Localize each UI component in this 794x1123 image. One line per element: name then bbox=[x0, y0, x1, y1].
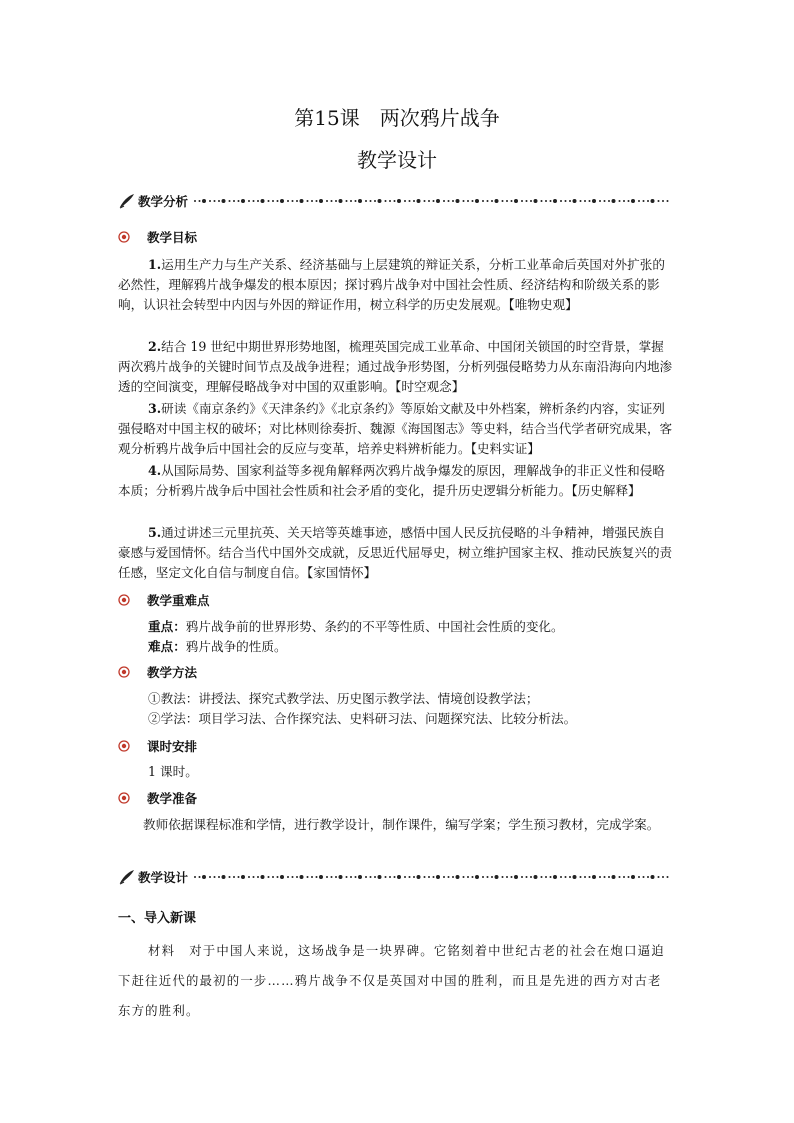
focus-line bbox=[148, 617, 564, 637]
lesson-subtitle: 教学设计 bbox=[357, 148, 437, 172]
objective-item-3 bbox=[118, 399, 674, 459]
pen-icon bbox=[118, 192, 136, 210]
objective-number: 2. bbox=[148, 339, 162, 354]
objective-text: 通过讲述三元里抗英、关天培等英雄事迹，感悟中国人民反抗侵略的斗争精神，增强民族自豪感与爱国情怀。结合当代中国外交成就，反思近代屈辱史，树立维护国家主权、推动民族复兴的责任感，坚定文化自信与制度自信。 bbox=[118, 525, 673, 580]
objective-text: 研读《南京条约》《天津条约》《北京条约》等原始文献及中外档案，辨析条约内容，实证列强侵略对中国主权的破坏；对比林则徐奏折、魏源《海国图志》等史料，结合当代学者研究成果，客观分析鸦片战争后中国社会的反应与变革，培养史料辨析能力。 bbox=[118, 401, 673, 456]
target-bullet-icon bbox=[118, 666, 130, 678]
preparation-heading-text: 教学准备 bbox=[147, 791, 198, 806]
schedule-text: 1 课时。 bbox=[148, 764, 198, 779]
learning-method-line: ②学法：项目学习法、合作探究法、史料研习法、问题探究法、比较分析法。 bbox=[148, 711, 577, 726]
schedule-heading-text: 课时安排 bbox=[147, 739, 198, 754]
objective-item-4 bbox=[118, 461, 674, 501]
objective-text: 运用生产力与生产关系、经济基础与上层建筑的辩证关系，分析工业革命后英国对外扩张的必然性，理解鸦片战争爆发的根本原因；探讨鸦片战争对中国社会性质、经济结构和阶级关系的影响，认识社会转型中内因与外因的辩证作用，树立科学的历史发展观。 bbox=[118, 257, 665, 312]
lesson-title: 第15课 两次鸦片战争 bbox=[294, 106, 500, 130]
material-paragraph bbox=[118, 936, 674, 1026]
section-label-analysis: 教学分析 bbox=[138, 194, 189, 209]
dotted-divider bbox=[192, 196, 674, 206]
section-label-design: 教学设计 bbox=[138, 870, 189, 885]
objectives-heading bbox=[118, 227, 197, 247]
target-bullet-icon bbox=[118, 792, 130, 804]
dotted-divider bbox=[192, 872, 674, 882]
difficulty-label: 难点： bbox=[148, 639, 186, 654]
section-bar-analysis bbox=[118, 191, 674, 211]
schedule-heading bbox=[118, 736, 197, 756]
difficulty-line bbox=[148, 637, 287, 657]
objective-tag: 【唯物史观】 bbox=[508, 297, 578, 312]
objective-tag: 【家国情怀】 bbox=[306, 565, 377, 580]
material-label: 材料 bbox=[148, 943, 176, 958]
focus-label: 重点： bbox=[148, 619, 186, 634]
objective-number: 1. bbox=[148, 257, 162, 272]
intro-heading: 一、导入新课 bbox=[118, 911, 197, 926]
objective-number: 5. bbox=[148, 525, 162, 540]
objective-tag: 【史料实证】 bbox=[470, 441, 540, 456]
objective-text: 结合 19 世纪中期世界形势地图，梳理英国完成工业革命、中国闭关锁国的时空背景，掌握两次鸦片战争的关键时间节点及战争进程；通过战争形势图，分析列强侵略势力从东南沿海向内地渗透的空间演变，理解侵略战争对中国的双重影响。 bbox=[118, 339, 673, 394]
difficulty-text: 鸦片战争的性质。 bbox=[185, 639, 287, 654]
target-bullet-icon bbox=[118, 740, 130, 752]
section-bar-design bbox=[118, 867, 674, 887]
preparation-text: 教师依据课程标准和学情，进行教学设计，制作课件，编写学案；学生预习教材，完成学案。 bbox=[143, 817, 660, 832]
objective-number: 4. bbox=[148, 463, 162, 478]
methods-heading bbox=[118, 662, 197, 682]
objective-tag: 【时空观念】 bbox=[395, 379, 465, 394]
objective-item-1 bbox=[118, 255, 674, 315]
methods-heading-text: 教学方法 bbox=[147, 665, 198, 680]
objective-item-5 bbox=[118, 523, 674, 583]
pen-icon bbox=[118, 868, 136, 886]
objective-tag: 【历史解释】 bbox=[571, 483, 641, 498]
material-text: 对于中国人来说，这场战争是一块界碑。它铭刻着中世纪古老的社会在炮口逼迫下赶往近代的最初的一步……鸦片战争不仅是英国对中国的胜利，而且是先进的西方对古老东方的胜利。 bbox=[118, 943, 665, 1018]
objectives-heading-text: 教学目标 bbox=[147, 230, 198, 245]
key-points-heading-text: 教学重难点 bbox=[147, 593, 210, 608]
key-points-heading bbox=[118, 590, 210, 610]
objective-text: 从国际局势、国家利益等多视角解释两次鸦片战争爆发的原因，理解战争的非正义性和侵略本质；分析鸦片战争后中国社会性质和社会矛盾的变化，提升历史逻辑分析能力。 bbox=[118, 463, 665, 498]
target-bullet-icon bbox=[118, 231, 130, 243]
preparation-heading bbox=[118, 788, 197, 808]
objective-item-2 bbox=[118, 337, 674, 397]
objective-number: 3. bbox=[148, 401, 162, 416]
teaching-method-line: ①教法：讲授法、探究式教学法、历史图示教学法、情境创设教学法； bbox=[148, 691, 539, 706]
target-bullet-icon bbox=[118, 594, 130, 606]
focus-text: 鸦片战争前的世界形势、条约的不平等性质、中国社会性质的变化。 bbox=[185, 619, 564, 634]
